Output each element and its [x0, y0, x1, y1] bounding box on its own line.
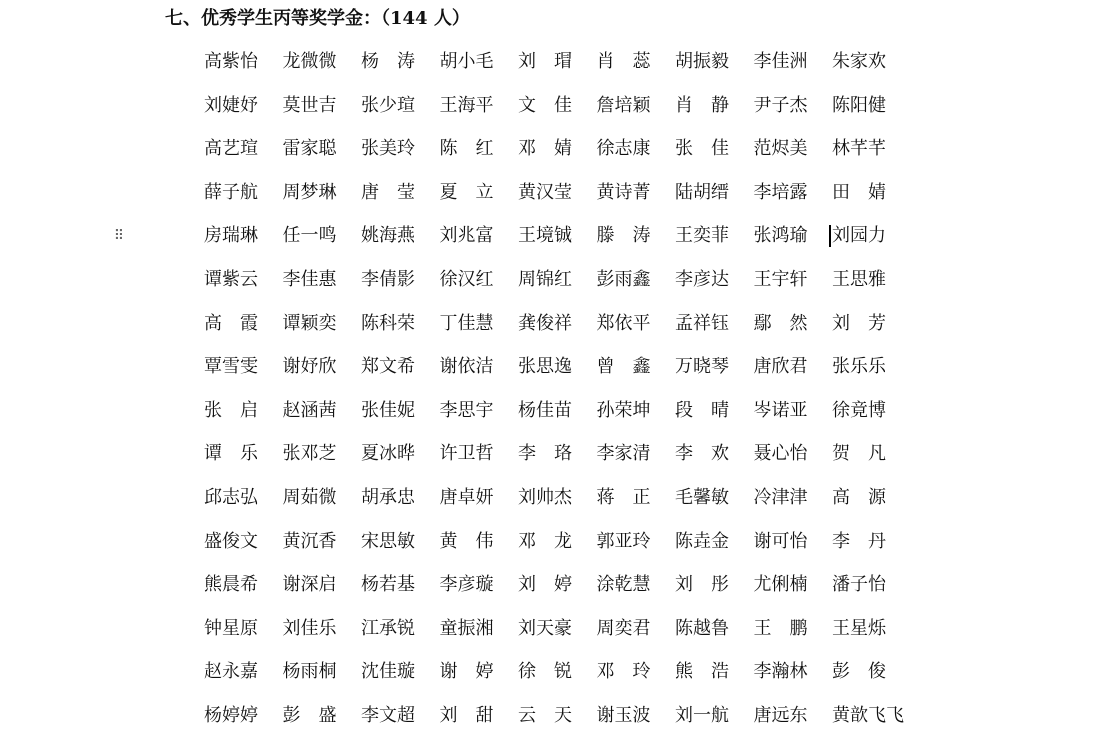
name-cell: 谢玉波: [596, 704, 651, 726]
name-cell: 杨若基: [361, 574, 415, 596]
name-cell: 刘兆富: [439, 225, 494, 247]
name-cell: 黄歆飞飞: [832, 704, 904, 726]
name-cell: 邓 龙: [518, 530, 572, 552]
name-cell: 李 丹: [832, 530, 886, 552]
name-cell: 邱志弘: [204, 486, 258, 508]
name-cell: 段 晴: [675, 399, 729, 421]
name-cell: 邓 玲: [596, 661, 651, 683]
name-cell: 谢深启: [282, 574, 337, 596]
name-cell: 岑诺亚: [753, 399, 808, 421]
name-cell: 刘 瑁: [518, 51, 572, 72]
name-cell: 林芊芊: [832, 138, 886, 160]
name-cell: 许卫哲: [439, 443, 494, 465]
name-cell: 雷家聪: [282, 138, 337, 160]
name-cell: 黄 伟: [439, 530, 494, 552]
name-cell: 李培露: [753, 181, 808, 203]
name-cell: 田 婧: [832, 181, 886, 203]
name-cell: 彭雨鑫: [596, 268, 651, 290]
name-cell: 薛子航: [204, 181, 258, 203]
name-cell: 徐 锐: [518, 661, 572, 683]
name-cell: 尤俐楠: [753, 574, 808, 596]
name-cell: 刘 芳: [832, 312, 886, 334]
name-cell: 徐志康: [596, 138, 651, 160]
name-cell: 赵涵茜: [282, 399, 337, 421]
name-cell: 陈科荣: [361, 312, 415, 334]
name-cell: 谢依洁: [439, 356, 494, 378]
name-cell: 孙荣坤: [596, 399, 651, 421]
name-cell: 王思雅: [832, 268, 886, 290]
name-cell: 郑依平: [596, 312, 651, 334]
name-cell: 胡振毅: [675, 51, 729, 72]
name-cell: 王境铖: [518, 225, 572, 247]
name-cell: 张 启: [204, 399, 258, 421]
name-cell: 丁佳慧: [439, 312, 494, 334]
name-cell: 陈阳健: [832, 94, 886, 116]
name-cell: 徐竟博: [832, 399, 886, 421]
name-cell: 李 欢: [675, 443, 729, 465]
name-cell: 范烬美: [753, 138, 808, 160]
name-cell: 刘 婷: [518, 574, 572, 596]
name-cell: 宋思敏: [361, 530, 415, 552]
name-cell: 张思逸: [518, 356, 572, 378]
name-grid: [204, 40, 911, 738]
name-cell: 王宇轩: [753, 268, 808, 290]
name-cell: 张乐乐: [832, 356, 886, 378]
name-cell: 熊 浩: [675, 661, 729, 683]
name-cell: 聂心怡: [753, 443, 808, 465]
name-cell: 刘园力: [832, 214, 911, 258]
name-cell: 尹子杰: [753, 94, 808, 116]
name-cell: 龙微微: [282, 51, 337, 72]
name-cell: 孟祥钰: [675, 312, 729, 334]
name-cell: 陈越鲁: [675, 617, 729, 639]
name-cell: 谭颖奕: [282, 312, 337, 334]
name-cell: 沈佳璇: [361, 661, 415, 683]
name-cell: 陈垚金: [675, 530, 729, 552]
name-cell: 王奕菲: [675, 225, 729, 247]
name-cell: 黄诗菁: [596, 181, 651, 203]
name-cell: 唐欣君: [753, 356, 808, 378]
name-cell: 李 珞: [518, 443, 572, 465]
name-cell: 李彦璇: [439, 574, 494, 596]
name-cell: 黄沉香: [282, 530, 337, 552]
name-cell: 郑文希: [361, 356, 415, 378]
name-cell: 滕 涛: [596, 225, 651, 247]
name-cell: 刘婕妤: [204, 94, 258, 116]
name-cell: 周茹微: [282, 486, 337, 508]
name-cell: 鄢 然: [753, 312, 808, 334]
name-cell: 江承锐: [361, 617, 415, 639]
name-cell: 毛馨敏: [675, 486, 729, 508]
name-cell: 谭紫云: [204, 268, 258, 290]
name-cell: 覃雪雯: [204, 356, 258, 378]
name-cell: 高 霞: [204, 312, 258, 334]
name-cell: 胡承忠: [361, 486, 415, 508]
name-cell: 任一鸣: [282, 225, 337, 247]
name-cell: 高 源: [832, 486, 886, 508]
name-cell: 周梦琳: [282, 181, 337, 203]
name-cell: 王 鹏: [753, 617, 808, 639]
name-cell: 张鸿瑜: [753, 225, 808, 247]
name-cell: 蒋 正: [596, 486, 651, 508]
name-cell: 高紫怡: [204, 51, 258, 72]
name-cell: 钟星原: [204, 617, 258, 639]
name-cell: 周奕君: [596, 617, 651, 639]
name-cell: 邓 婧: [518, 138, 572, 160]
name-cell: 张佳妮: [361, 399, 415, 421]
name-cell: 刘天豪: [518, 617, 572, 639]
name-cell: 杨婷婷: [204, 704, 258, 726]
name-cell: 涂乾慧: [596, 574, 651, 596]
name-cell: 李佳洲: [753, 51, 808, 72]
name-cell: 徐汉红: [439, 268, 494, 290]
name-cell: 谢 婷: [439, 661, 494, 683]
name-cell: 贺 凡: [832, 443, 886, 465]
name-cell: 王星烁: [832, 617, 886, 639]
name-cell: 刘 甜: [439, 704, 494, 726]
name-cell: 盛俊文: [204, 530, 258, 552]
name-cell: 王海平: [439, 94, 494, 116]
name-cell: 童振湘: [439, 617, 494, 639]
name-cell: 刘一航: [675, 704, 729, 726]
section-heading: 七、优秀学生丙等奖学金：（144 人）: [165, 8, 470, 29]
name-cell: 黄汉莹: [518, 181, 572, 203]
name-cell: 詹培颖: [596, 94, 651, 116]
name-cell: 张邓芝: [282, 443, 337, 465]
name-cell: 李彦达: [675, 268, 729, 290]
name-cell: 李家清: [596, 443, 651, 465]
name-cell: 朱家欢: [832, 51, 886, 72]
name-cell: 李倩影: [361, 268, 415, 290]
name-cell: 云 天: [518, 704, 572, 726]
name-cell: 谢妤欣: [282, 356, 337, 378]
name-cell: 杨雨桐: [282, 661, 337, 683]
name-cell: 夏冰晔: [361, 443, 415, 465]
name-cell: 高艺瑄: [204, 138, 258, 160]
name-cell: 周锦红: [518, 268, 572, 290]
name-cell: 刘佳乐: [282, 617, 337, 639]
name-cell: 夏 立: [439, 181, 494, 203]
name-cell: 龚俊祥: [518, 312, 572, 334]
name-cell: 肖 蕊: [596, 51, 651, 72]
name-cell: 唐 莹: [361, 181, 415, 203]
drag-handle-icon[interactable]: ⠿: [113, 228, 125, 244]
name-cell: 李佳惠: [282, 268, 337, 290]
name-cell: 唐远东: [753, 704, 808, 726]
name-cell: 李思宇: [439, 399, 494, 421]
name-cell: 冷津津: [753, 486, 808, 508]
name-cell: 彭 盛: [282, 704, 337, 726]
name-cell: 莫世吉: [282, 94, 337, 116]
name-cell: 郭亚玲: [596, 530, 651, 552]
name-cell: 刘 彤: [675, 574, 729, 596]
name-cell: 彭 俊: [832, 661, 886, 683]
name-cell: 张少瑄: [361, 94, 415, 116]
name-cell: 杨佳苗: [518, 399, 572, 421]
name-cell: 熊晨希: [204, 574, 258, 596]
name-cell: 谭 乐: [204, 443, 258, 465]
name-cell: 唐卓妍: [439, 486, 494, 508]
name-cell: 陈 红: [439, 138, 494, 160]
name-cell: 张 佳: [675, 138, 729, 160]
name-cell: 姚海燕: [361, 225, 415, 247]
name-cell: 曾 鑫: [596, 356, 651, 378]
name-cell: 潘子怡: [832, 574, 886, 596]
name-cell: 李瀚林: [753, 661, 808, 683]
name-cell: 张美玲: [361, 138, 415, 160]
name-cell: 杨 涛: [361, 51, 415, 72]
name-cell: 陆胡缙: [675, 181, 729, 203]
name-cell: 肖 静: [675, 94, 729, 116]
name-cell: 李文超: [361, 704, 415, 726]
name-cell: 文 佳: [518, 94, 572, 116]
name-cell: 万晓琴: [675, 356, 729, 378]
name-cell: 房瑞琳: [204, 225, 258, 247]
name-cell: 赵永嘉: [204, 661, 258, 683]
name-cell: 谢可怡: [753, 530, 808, 552]
name-cell: 胡小毛: [439, 51, 494, 72]
name-cell: 刘帅杰: [518, 486, 572, 508]
